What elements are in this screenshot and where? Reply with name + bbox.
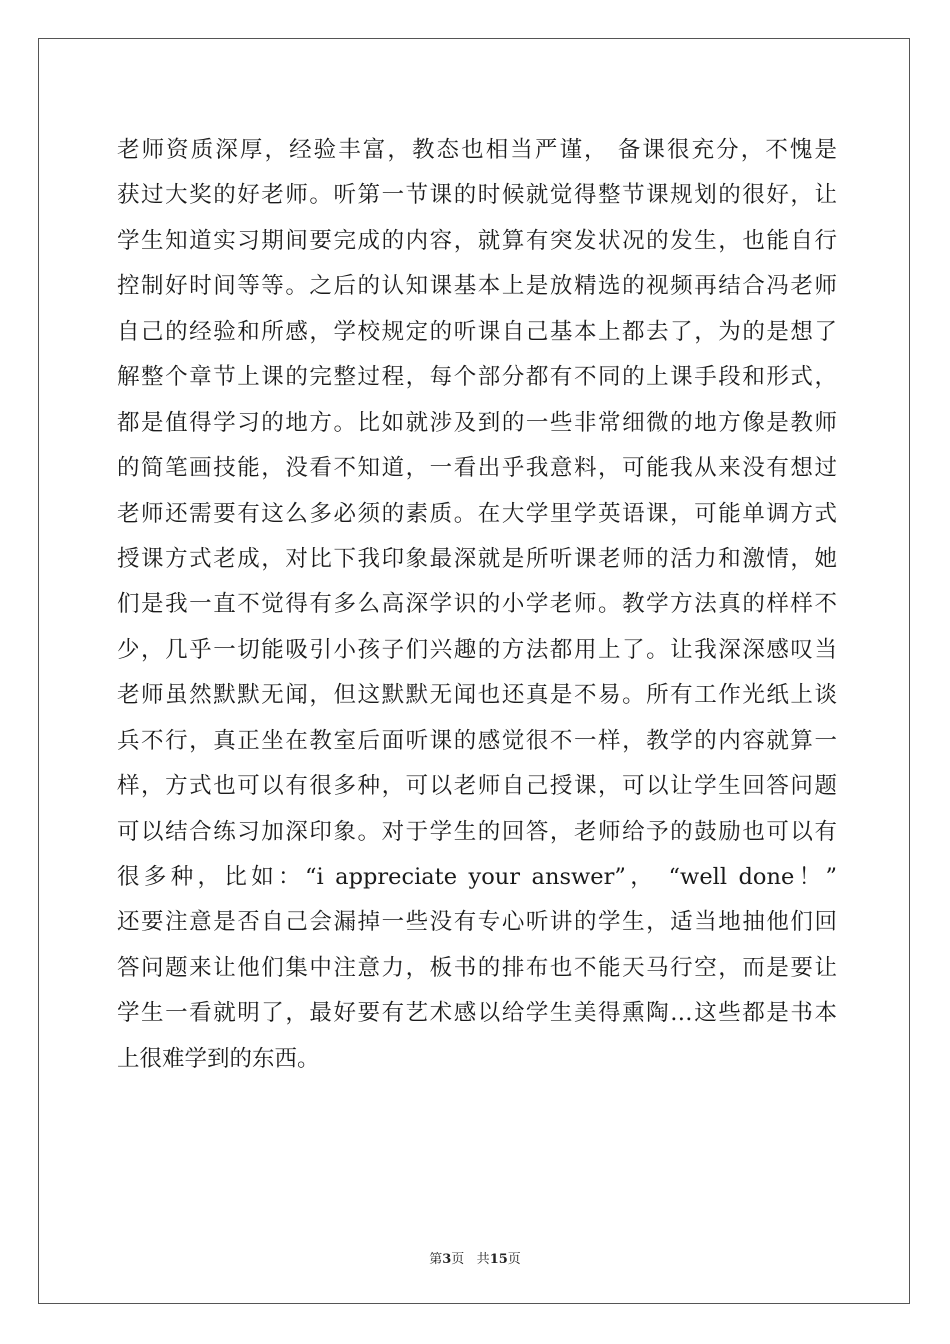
- footer-prefix: 第: [429, 1252, 443, 1267]
- body-text: [117, 128, 837, 1082]
- text-line: 们是我一直不觉得有多么高深学识的小学老师。教学方法真的样样不: [117, 591, 837, 618]
- total-page-count: 15: [489, 1252, 508, 1267]
- footer-page-unit: 页: [451, 1252, 465, 1267]
- text-line: 自己的经验和所感，学校规定的听课自己基本上都去了，为的是想了: [117, 318, 837, 345]
- text-line: 兵不行，真正坐在教室后面听课的感觉很不一样，教学的内容就算一: [117, 727, 837, 754]
- text-line: 老师还需要有这么多必须的素质。在大学里学英语课，可能单调方式: [117, 500, 837, 527]
- text-line: 还要注意是否自己会漏掉一些没有专心听讲的学生，适当地抽他们回: [117, 909, 837, 936]
- text-line: 上很难学到的东西。: [117, 1045, 320, 1072]
- text-line: 解整个章节上课的完整过程，每个部分都有不同的上课手段和形式，: [117, 364, 837, 391]
- text-line: 少，几乎一切能吸引小孩子们兴趣的方法都用上了。让我深深感叹当: [117, 636, 837, 663]
- text-line: 的简笔画技能，没看不知道，一看出乎我意料，可能我从来没有想过: [117, 455, 837, 482]
- text-line: 老师资质深厚，经验丰富，教态也相当严谨， 备课很充分，不愧是: [117, 137, 837, 163]
- text-line: 可以结合练习加深印象。对于学生的回答，老师给予的鼓励也可以有: [117, 818, 837, 845]
- text-line: 学生知道实习期间要完成的内容，就算有突发状况的发生，也能自行: [117, 227, 837, 254]
- text-line: 控制好时间等等。之后的认知课基本上是放精选的视频再结合冯老师: [117, 273, 837, 300]
- text-line: 样，方式也可以有很多种，可以老师自己授课，可以让学生回答问题: [117, 773, 837, 800]
- text-line: 都是值得学习的地方。比如就涉及到的一些非常细微的地方像是教师: [117, 409, 837, 436]
- text-line: 很多种，比如：“i appreciate your answer”， “well done！”: [117, 864, 837, 890]
- current-page-number: 3: [442, 1252, 452, 1267]
- footer-total-prefix: 共: [476, 1252, 490, 1267]
- text-line: 答问题来让他们集中注意力，板书的排布也不能天马行空，而是要让: [117, 954, 837, 981]
- text-line: 授课方式老成，对比下我印象最深就是所听课老师的活力和激情，她: [117, 545, 837, 572]
- text-line: 老师虽然默默无闻，但这默默无闻也还真是不易。所有工作光纸上谈: [117, 682, 837, 709]
- text-line: 学生一看就明了，最好要有艺术感以给学生美得熏陶…这些都是书本: [117, 1000, 837, 1027]
- page-footer: [0, 1248, 950, 1267]
- text-line: 获过大奖的好老师。听第一节课的时候就觉得整节课规划的很好，让: [117, 182, 837, 209]
- footer-total-unit: 页: [507, 1252, 521, 1267]
